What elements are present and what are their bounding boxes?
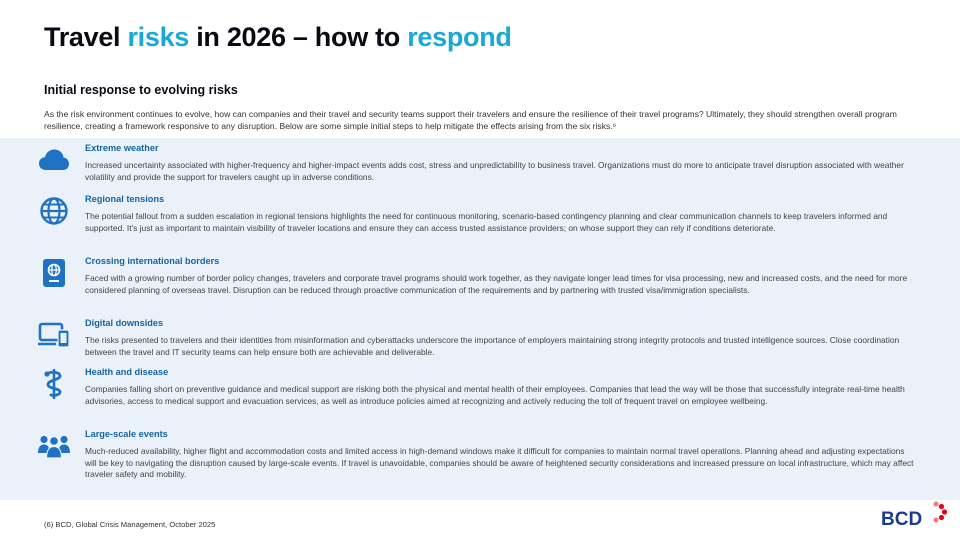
risk-body: Companies falling short on preventive guidance and medical support are risking both the physical and mental health of their employees. Companies that lead the way will be those that successfully integrate real-time health advisories, access to medical support and evacuation services, as well as introduce policies aimed at recognizing and actively reducing the toll of frequent travel on employee wellbeing.	[85, 384, 905, 406]
risk-body: The risks presented to travelers and their identities from misinformation and cyberattacks underscore the importance of employers maintaining strong integrity protocols and trusted intelligence sources. Close coordination between the travel and IT security teams can help ensure both are achievable and deliverable.	[85, 335, 900, 357]
risk-body: Much-reduced availability, higher flight and accommodation costs and limited access in high-demand windows make it difficult for companies to maintain normal travel operations. Planning ahead and adjusting expectations will be key to navigating the disruption caused by large-scale events. If travel is unavoidable, companies should be aware of heightened security considerations and increased pressure on local infrastructure, which may affect traveler safety and mobility.	[85, 446, 914, 480]
section-subtitle: Initial response to evolving risks	[44, 83, 238, 97]
risk-heading: Large-scale events	[85, 429, 168, 439]
page-title	[44, 22, 512, 53]
risk-body: The potential fallout from a sudden escalation in regional tensions highlights the need for continuous monitoring, scenario-based contingency planning and clear communication channels to keep travelers informed and supported. It's just as important to maintain visibility of traveler locations and ensure they can access trusted assistance providers; on whose support they can rely if conditions deteriorate.	[85, 211, 888, 233]
globe-icon	[38, 196, 70, 226]
title-accent-risks: risks	[127, 22, 190, 52]
footnote: (6) BCD, Global Crisis Management, October 2025	[44, 520, 216, 529]
intro-paragraph: As the risk environment continues to evolve, how can companies and their travel and security teams support their travelers and ensure the resilience of their travel programs? Ultimately, they should strengthen overall program resilience, creating a framework responsive to any disruption. Below are some simple initial steps to help mitigate the effects arising from the six risks.⁶	[44, 109, 897, 131]
risk-body: Increased uncertainty associated with higher-frequency and higher-impact events adds cost, stress and unpredictability to business travel. Organizations must do more to anticipate travel disruption associated with weather volatility and provide the support for travelers caught up in adverse conditions.	[85, 160, 904, 182]
svg-text:BCD: BCD	[881, 509, 923, 530]
risk-body: Faced with a growing number of border policy changes, travelers and corporate travel programs should work together, as they navigate longer lead times for visa processing, new and increased costs, and the need for more considered planning of overseas travel. Disruption can be reduced through proactive communication of the requirements and by partnering with trusted visa/immigration specialists.	[85, 273, 908, 295]
risk-heading: Digital downsides	[85, 318, 164, 328]
devices-icon	[38, 320, 70, 350]
medical-icon	[38, 369, 70, 399]
crowd-icon	[38, 431, 70, 461]
risk-heading: Health and disease	[85, 367, 169, 377]
title-part-3: in 2026 – how to	[189, 22, 408, 52]
risk-heading: Crossing international borders	[85, 256, 220, 266]
bcd-logo	[880, 500, 950, 530]
risk-heading: Extreme weather	[85, 143, 159, 153]
title-part-1: Travel	[44, 22, 128, 52]
cloud-icon	[38, 145, 70, 175]
title-accent-respond: respond	[407, 22, 512, 52]
risk-heading: Regional tensions	[85, 194, 165, 204]
passport-icon	[38, 258, 70, 288]
